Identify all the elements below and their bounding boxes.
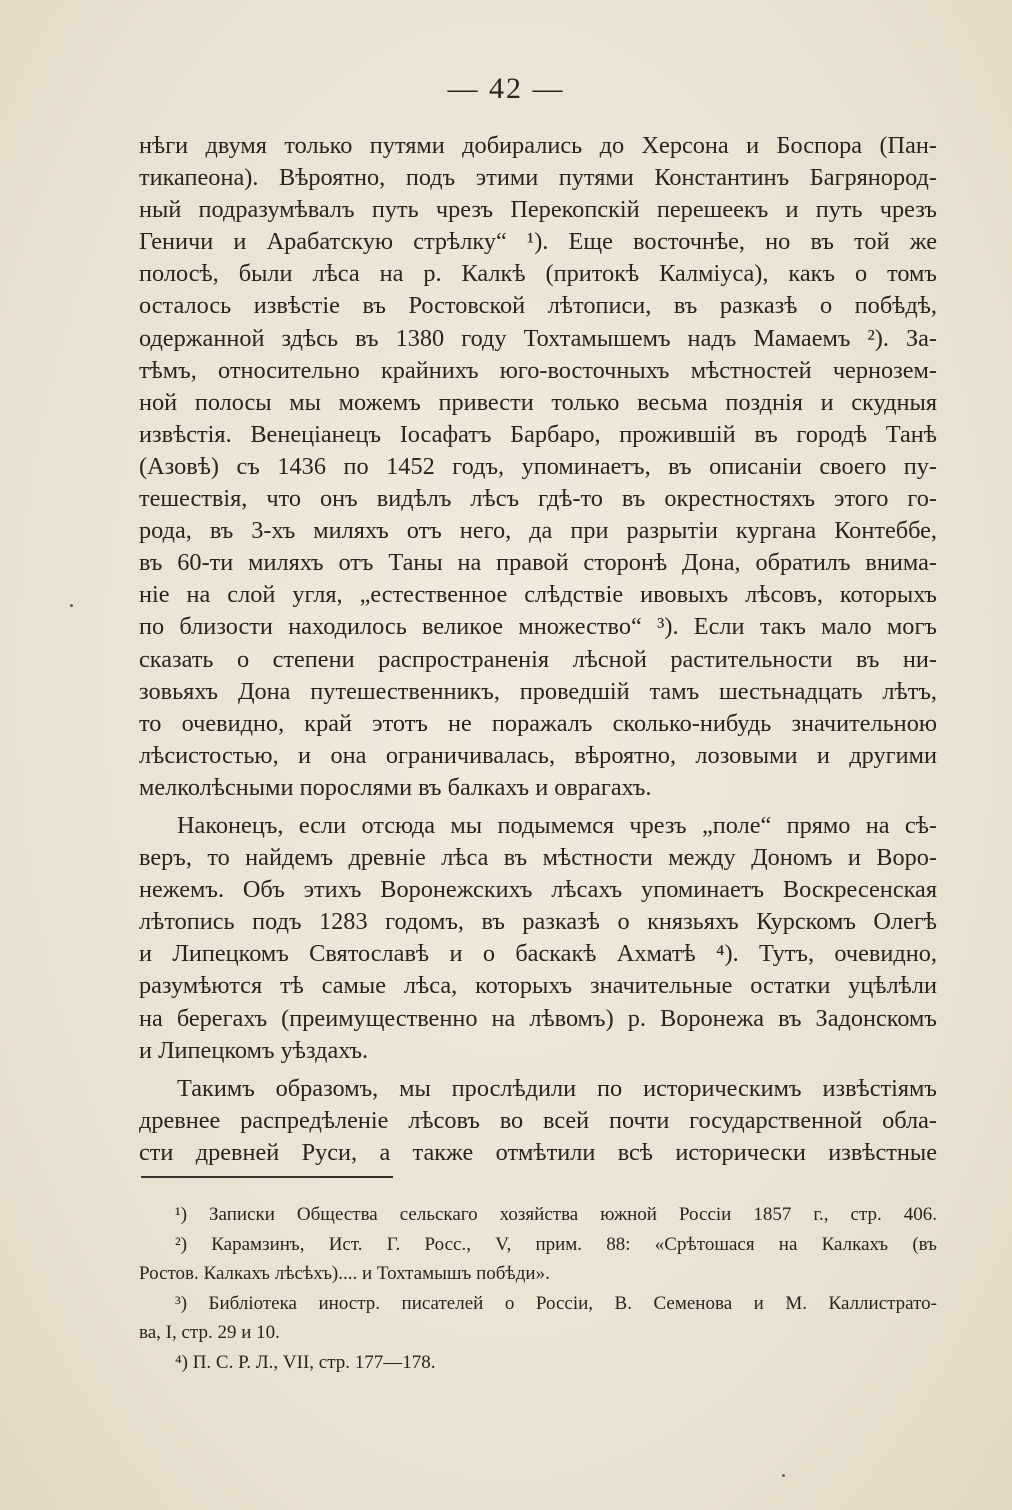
text-line: древнее распредѣленіе лѣсовъ во всей почти государственной обла- xyxy=(139,1106,937,1134)
text-line: лѣтопись подъ 1283 годомъ, въ разказѣ о князьяхъ Курскомъ Олегѣ xyxy=(139,908,937,936)
footnote-line: ¹) Записки Общества сельскаго хозяйства южной Россіи 1857 г., стр. 406. xyxy=(175,1204,937,1225)
text-line: тѣмъ, относительно крайнихъ юго-восточныхъ мѣстностей чернозем- xyxy=(139,356,937,384)
footnote-line: Ростов. Калкахъ лѣсѣхъ).... и Тохтамышъ побѣди». xyxy=(139,1263,550,1284)
paragraph xyxy=(139,130,937,804)
footnote-line: ²) Карамзинъ, Ист. Г. Росс., V, прим. 88: «Срѣтошася на Калкахъ (въ xyxy=(175,1233,937,1255)
text-line: въ 60-ти миляхъ отъ Таны на правой сторонѣ Дона, обратилъ внима- xyxy=(139,549,937,577)
paragraph xyxy=(139,1073,937,1169)
paper-speck xyxy=(70,604,73,607)
footnote-line: ³) Библіотека иностр. писателей о Россіи, В. Семенова и М. Каллистрато- xyxy=(175,1292,937,1314)
text-line: Геничи и Арабатскую стрѣлку“ ¹). Еще восточнѣе, но въ той же xyxy=(139,228,937,256)
text-line: сти древней Руси, а также отмѣтили всѣ исторически извѣстные xyxy=(139,1138,937,1166)
text-line: лѣсистостью, и она ограничивалась, вѣроятно, лозовыми и другими xyxy=(139,741,937,769)
text-line: тешествія, что онъ видѣлъ лѣсъ гдѣ-то въ окрестностяхъ этого го- xyxy=(139,485,937,513)
footnote xyxy=(139,1200,937,1230)
footnotes xyxy=(139,1200,937,1377)
paragraph xyxy=(139,810,937,1067)
text-line: (Азовѣ) съ 1436 по 1452 годъ, упоминаетъ, въ описаніи своего пу- xyxy=(139,452,937,480)
text-line: ніе на слой угля, „естественное слѣдствіе ивовыхъ лѣсовъ, которыхъ xyxy=(139,581,937,609)
text-line: ной полосы мы можемъ привести только весьма позднія и скудныя xyxy=(139,388,937,416)
footnote xyxy=(139,1348,937,1378)
text-line: нѣги двумя только путями добирались до Херсона и Боспора (Пан- xyxy=(139,132,937,159)
footnote-line: ва, I, стр. 29 и 10. xyxy=(139,1322,280,1343)
text-line: то очевидно, край этотъ не поражалъ сколько-нибудь значительною xyxy=(139,709,937,737)
text-line: извѣстія. Венеціанецъ Іосафатъ Барбаро, прожившій въ городѣ Танѣ xyxy=(139,420,937,448)
text-line: Наконецъ, если отсюда мы подымемся чрезъ „поле“ прямо на сѣ- xyxy=(177,811,937,839)
text-line: мелколѣсными порослями въ балкахъ и оврагахъ. xyxy=(139,773,652,801)
text-line: и Липецкомъ уѣздахъ. xyxy=(139,1036,369,1064)
main-text xyxy=(139,130,937,1169)
text-line: тикапеона). Вѣроятно, подъ этими путями Константинъ Багрянород- xyxy=(139,164,937,192)
text-line: и Липецкомъ Святославѣ и о баскакѣ Ахматѣ ⁴). Тутъ, очевидно, xyxy=(139,940,937,968)
text-line: зовьяхъ Дона путешественникъ, проведшій тамъ шестьнадцать лѣтъ, xyxy=(139,677,937,705)
text-line: сказать о степени распространенія лѣсной растительности въ ни- xyxy=(139,645,937,673)
text-line: нежемъ. Объ этихъ Воронежскихъ лѣсахъ упоминаетъ Воскресенская xyxy=(139,876,937,904)
footnote xyxy=(139,1289,937,1348)
paper-speck xyxy=(782,1474,785,1477)
text-line: одержанной здѣсь въ 1380 году Тохтамышемъ надъ Мамаемъ ²). За- xyxy=(139,324,937,352)
page-number: — 42 — xyxy=(447,72,565,105)
footnote-separator xyxy=(141,1176,393,1179)
footnote xyxy=(139,1230,937,1289)
text-line: по близости находилось великое множество“ ³). Если такъ мало могъ xyxy=(139,613,937,641)
text-line: на берегахъ (преимущественно на лѣвомъ) р. Воронежа въ Задонскомъ xyxy=(139,1004,937,1032)
text-line: веръ, то найдемъ древніе лѣса въ мѣстности между Дономъ и Воро- xyxy=(139,844,937,872)
text-line: полосѣ, были лѣса на р. Калкѣ (притокѣ Калміуса), какъ о томъ xyxy=(139,260,937,288)
text-line: осталось извѣстіе въ Ростовской лѣтописи, въ разказѣ о побѣдѣ, xyxy=(139,292,937,320)
text-line: Такимъ образомъ, мы прослѣдили по историческимъ извѣстіямъ xyxy=(177,1074,937,1102)
text-line: рода, въ 3-хъ миляхъ отъ него, да при разрытіи кургана Контеббе, xyxy=(139,517,937,545)
text-line: разумѣются тѣ самые лѣса, которыхъ значительные остатки уцѣлѣли xyxy=(139,972,937,1000)
footnote-line: ⁴) П. С. Р. Л., VII, стр. 177—178. xyxy=(175,1351,436,1373)
text-line: ный подразумѣвалъ путь чрезъ Перекопскій перешеекъ и путь чрезъ xyxy=(139,196,937,224)
